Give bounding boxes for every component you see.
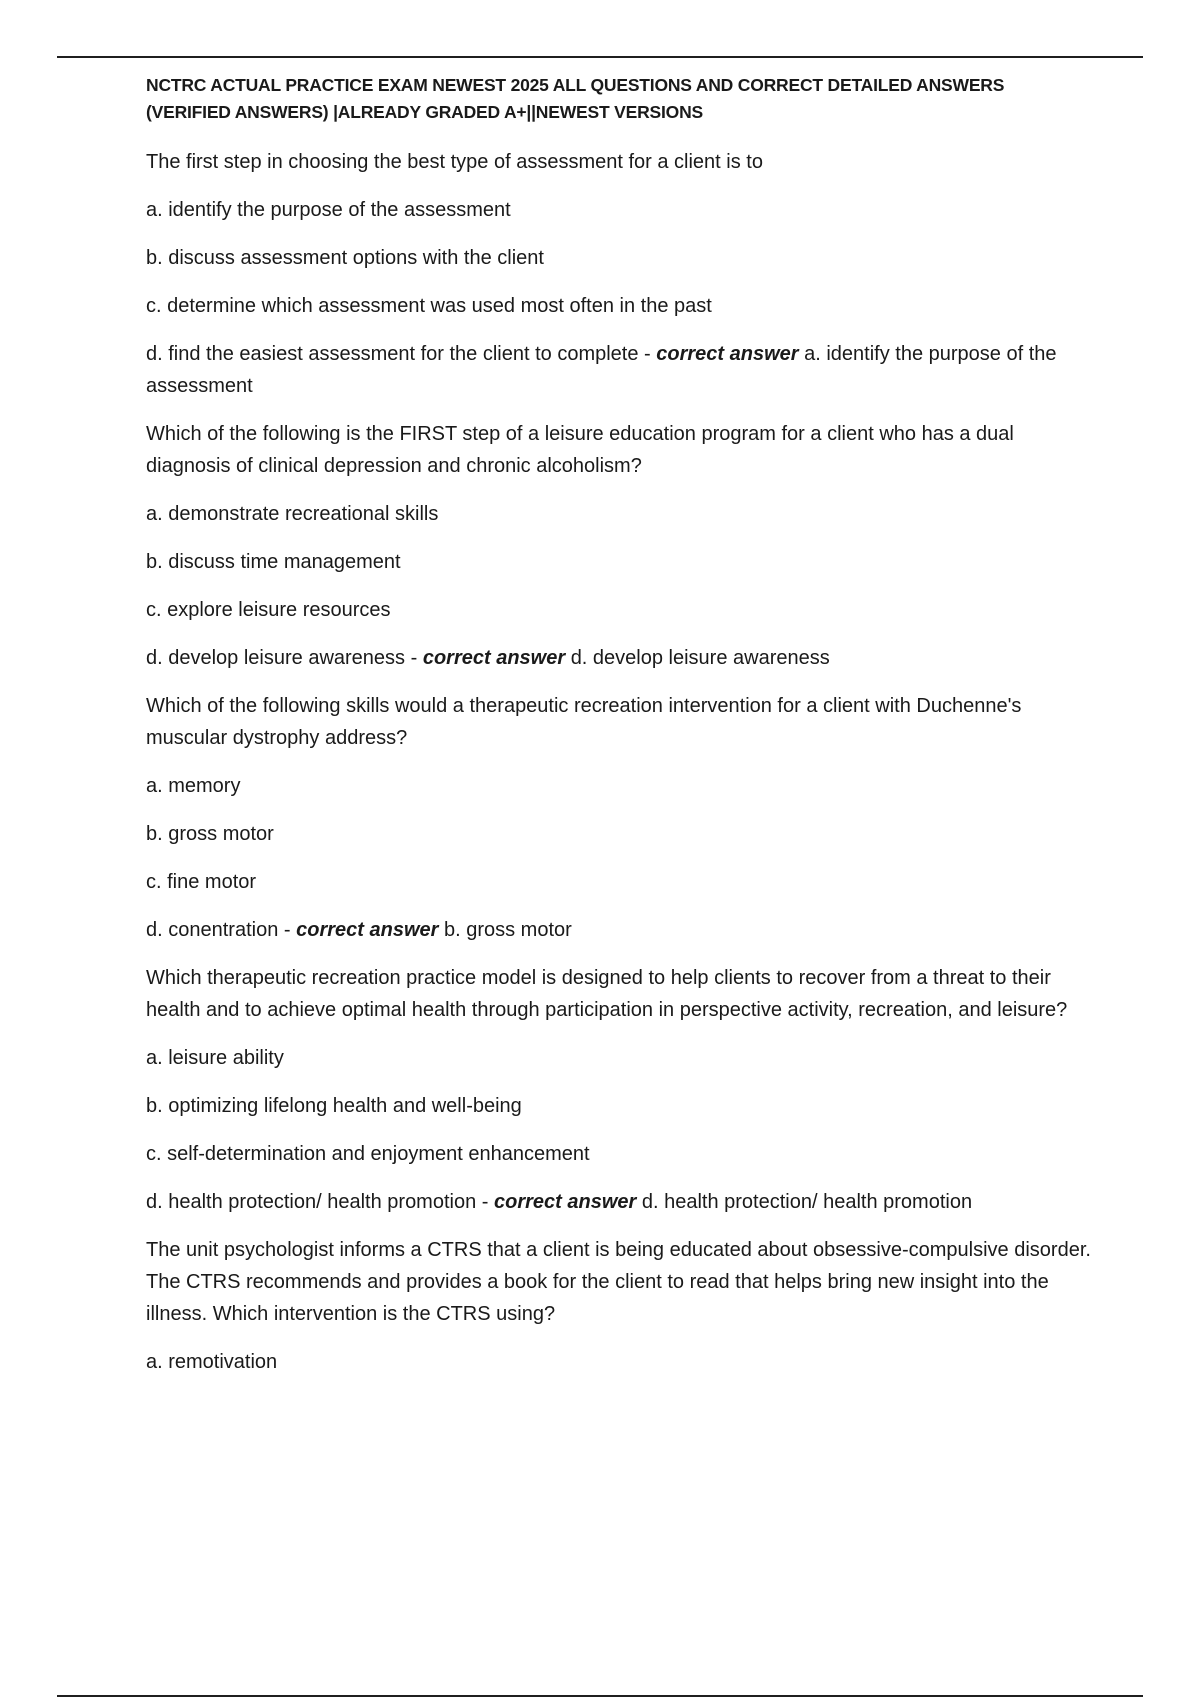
option-d: d. develop leisure awareness <box>146 647 406 669</box>
option-a: a. remotivation <box>146 1351 278 1373</box>
answer-separator: - <box>405 647 423 669</box>
question-text: Which therapeutic recreation practice model is designed to help clients to recover from a threat to their health and to achieve optimal health through participation in perspective activity, recreation, and leisure? <box>146 967 1068 1021</box>
question-block-2 <box>146 418 1096 674</box>
question-block-4 <box>146 962 1096 1218</box>
question-text: The unit psychologist informs a CTRS that a client is being educated about obsessive-compulsive disorder. The CTRS recommends and provides a book for the client to read that helps bring new insight into the illness. Which intervention is the CTRS using? <box>146 1239 1091 1325</box>
answer-separator: - <box>476 1191 494 1213</box>
option-c: c. explore leisure resources <box>146 599 391 621</box>
top-divider <box>57 56 1143 58</box>
answer-separator: - <box>638 343 657 365</box>
correct-answer-value: b. gross motor <box>443 919 572 941</box>
answer-separator: - <box>278 919 297 941</box>
question-text: Which of the following skills would a therapeutic recreation intervention for a client with Duchenne's muscular dystrophy address? <box>146 695 1022 749</box>
option-d-with-answer <box>146 642 1096 674</box>
correct-answer-label: correct answer <box>494 1191 637 1213</box>
correct-answer-value: d. develop leisure awareness <box>570 647 830 669</box>
question-block-5 <box>146 1234 1096 1378</box>
correct-answer-value: a. identify the purpose of the assessment <box>146 343 1057 397</box>
option-c: c. self-determination and enjoyment enhancement <box>146 1143 590 1165</box>
option-b: b. discuss time management <box>146 551 401 573</box>
question-text: Which of the following is the FIRST step of a leisure education program for a client who has a dual diagnosis of clinical depression and chronic alcoholism? <box>146 423 1014 477</box>
option-b: b. discuss assessment options with the client <box>146 247 544 269</box>
title-line-2: (VERIFIED ANSWERS) |ALREADY GRADED A+||NEWEST VERSIONS <box>146 102 703 122</box>
option-d: d. health protection/ health promotion <box>146 1191 477 1213</box>
option-a: a. leisure ability <box>146 1047 284 1069</box>
title-line-1: NCTRC ACTUAL PRACTICE EXAM NEWEST 2025 ALL QUESTIONS AND CORRECT DETAILED ANSWERS <box>146 75 1005 95</box>
correct-answer-label: correct answer <box>656 343 799 365</box>
bottom-divider <box>57 1695 1143 1697</box>
option-d-with-answer <box>146 338 1096 402</box>
question-block-1 <box>146 146 1096 402</box>
option-d-with-answer <box>146 914 1096 946</box>
option-c: c. fine motor <box>146 871 257 893</box>
page-content <box>146 72 1096 1394</box>
option-d: d. find the easiest assessment for the client to complete <box>146 343 639 365</box>
option-a: a. demonstrate recreational skills <box>146 503 439 525</box>
correct-answer-label: correct answer <box>422 647 566 669</box>
option-d: d. conentration <box>146 919 279 941</box>
option-d-with-answer <box>146 1186 1096 1218</box>
option-b: b. gross motor <box>146 823 274 845</box>
question-text: The first step in choosing the best type of assessment for a client is to <box>146 151 763 173</box>
correct-answer-value: d. health protection/ health promotion <box>641 1191 973 1213</box>
document-title <box>146 72 1096 126</box>
option-a: a. identify the purpose of the assessment <box>146 199 511 221</box>
question-block-3 <box>146 690 1096 946</box>
option-b: b. optimizing lifelong health and well-being <box>146 1095 522 1117</box>
correct-answer-label: correct answer <box>296 919 439 941</box>
option-a: a. memory <box>146 775 241 797</box>
option-c: c. determine which assessment was used most often in the past <box>146 295 712 317</box>
